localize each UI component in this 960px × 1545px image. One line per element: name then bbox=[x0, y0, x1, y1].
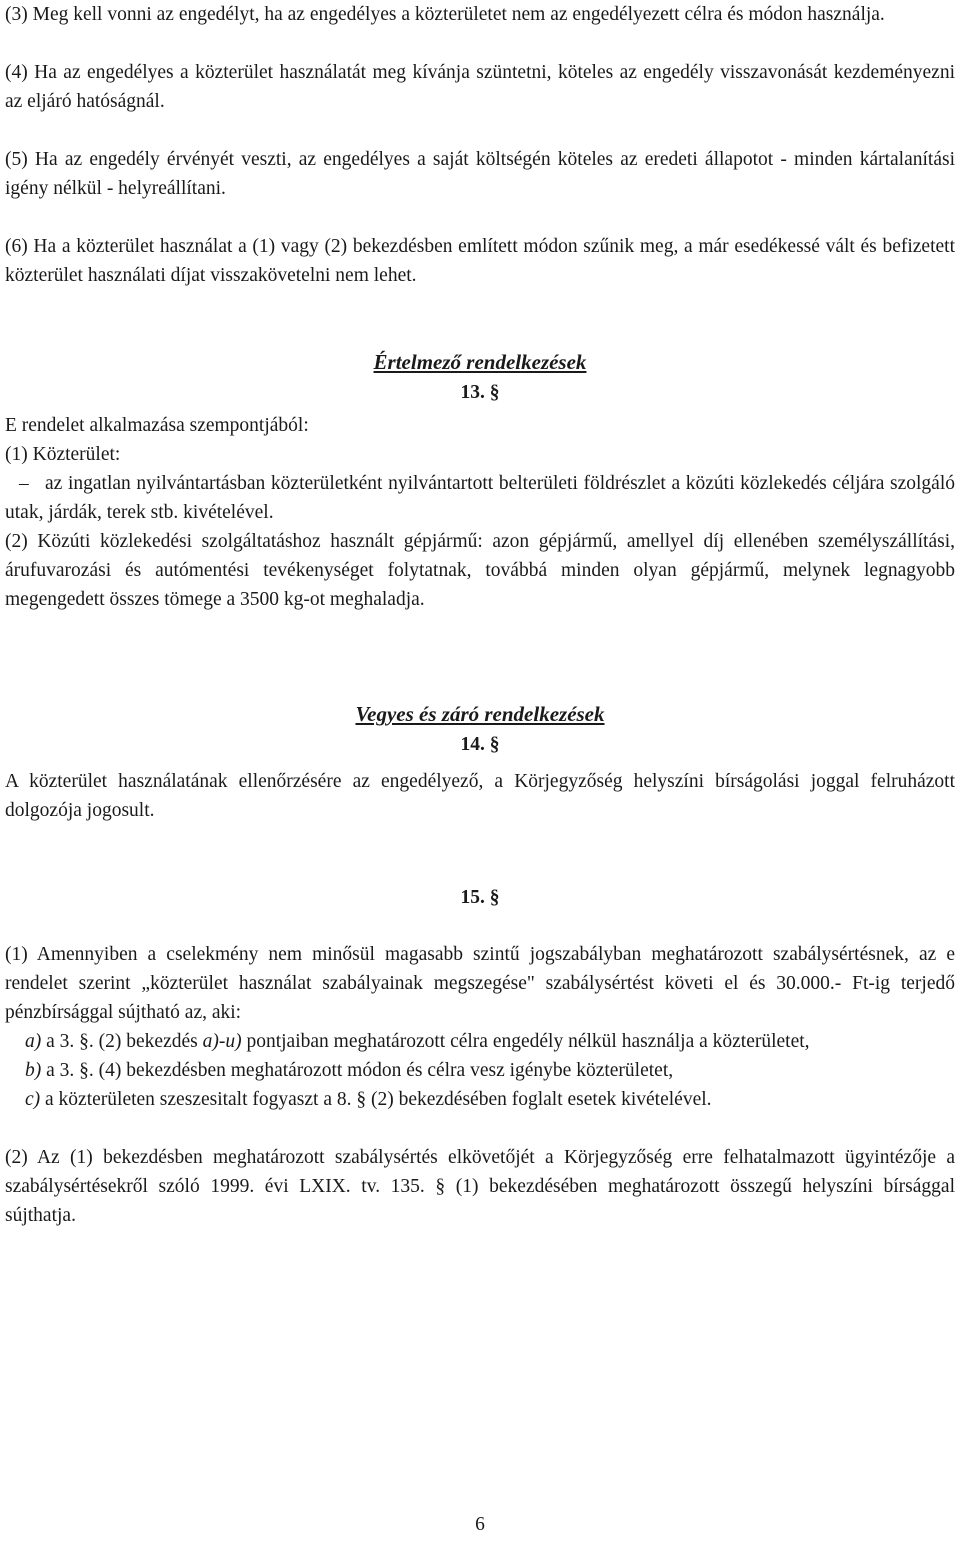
section-15-item-c bbox=[5, 1085, 955, 1114]
section-14-title: Vegyes és záró rendelkezések bbox=[355, 702, 605, 726]
paragraph-6: (6) Ha a közterület használat a (1) vagy (2) bekezdésben említett módon szűnik meg, a már esedékessé vált és befizetett közterület használati díjat visszakövetelni nem lehet. bbox=[5, 236, 955, 286]
section-13-intro: E rendelet alkalmazása szempontjából: bbox=[5, 415, 309, 436]
section-15-item-a bbox=[5, 1027, 955, 1056]
section-15-number: 15. § bbox=[460, 887, 500, 908]
section-15-para2: (2) Az (1) bekezdésben meghatározott szabálysértés elkövetőjét a Körjegyzőség erre felhatalmazott ügyintézője a szabálysértésekről szóló 1999. évi LXIX. tv. 135. § (1) bekezdésében meghatározott összegű helyszíni bírsággal sújthatja. bbox=[5, 1147, 955, 1226]
section-13-item1-label: (1) Közterület: bbox=[5, 444, 121, 465]
paragraph-4: (4) Ha az engedélyes a közterület használatát meg kívánja szüntetni, köteles az engedély visszavonását kezdeményezni az eljáró hatóságnál. bbox=[5, 62, 955, 112]
item-a-text2: pontjaiban meghatározott célra engedély nélkül használja a közterületet, bbox=[241, 1031, 810, 1052]
section-14-number: 14. § bbox=[460, 734, 500, 755]
section-14-text: A közterület használatának ellenőrzésére az engedélyező, a Körjegyzőség helyszíni bírságolási joggal felruházott dolgozója jogosult. bbox=[5, 771, 955, 821]
section-13-heading bbox=[5, 348, 955, 378]
item-b-text: a 3. §. (4) bekezdésben meghatározott módon és célra vesz igénybe közterületet, bbox=[46, 1060, 674, 1081]
section-14-heading bbox=[5, 700, 955, 730]
section-13-title: Értelmező rendelkezések bbox=[373, 350, 587, 374]
page-number: 6 bbox=[475, 1514, 485, 1535]
item-a-label2: a)-u) bbox=[202, 1031, 242, 1052]
section-15-number-line bbox=[5, 883, 955, 912]
item-c-text: a közterületen szeszesitalt fogyaszt a 8. § (2) bekezdésében foglalt esetek kivételével. bbox=[45, 1089, 712, 1110]
paragraph-3: (3) Meg kell vonni az engedélyt, ha az engedélyes a közterületet nem az engedélyezett célra és módon használja. bbox=[5, 4, 885, 25]
dash-bullet: – bbox=[19, 473, 29, 494]
section-13-item2: (2) Közúti közlekedési szolgáltatáshoz használt gépjármű: azon gépjármű, amellyel díj ellenében személyszállítási, árufuvarozási és autómentési tevékenységet folytatnak, továbbá minden olyan gépjármű, melynek legnagyobb megengedett összes tömege a 3500 kg-ot meghaladja. bbox=[5, 531, 955, 610]
section-14-number-line bbox=[5, 730, 955, 759]
document-page bbox=[5, 0, 955, 1230]
item-a-text: a 3. §. (2) bekezdés bbox=[46, 1031, 203, 1052]
section-15-item-b bbox=[5, 1056, 955, 1085]
section-13-item1-text: az ingatlan nyilvántartásban közterületként nyilvántartott belterületi földrészlet a közúti közlekedés céljára szolgáló utak, járdák, terek stb. kivételével. bbox=[5, 473, 955, 523]
section-15-para1: (1) Amennyiben a cselekmény nem minősül magasabb szintű jogszabályban meghatározott szabálysértésnek, az e rendelet szerint „közterület használat szabályainak megszegése" szabálysértést követi el és 30.000.- Ft-ig terjedő pénzbírsággal sújtható az, aki: bbox=[5, 944, 955, 1023]
section-13-number: 13. § bbox=[460, 382, 500, 403]
item-a-label: a) bbox=[25, 1031, 42, 1052]
item-b-label: b) bbox=[25, 1060, 42, 1081]
section-13-item1 bbox=[5, 469, 955, 527]
paragraph-5: (5) Ha az engedély érvényét veszti, az engedélyes a saját költségén köteles az eredeti állapotot - minden kártalanítási igény nélkül - helyreállítani. bbox=[5, 149, 955, 199]
section-13-number-line bbox=[5, 378, 955, 407]
item-c-label: c) bbox=[25, 1089, 41, 1110]
